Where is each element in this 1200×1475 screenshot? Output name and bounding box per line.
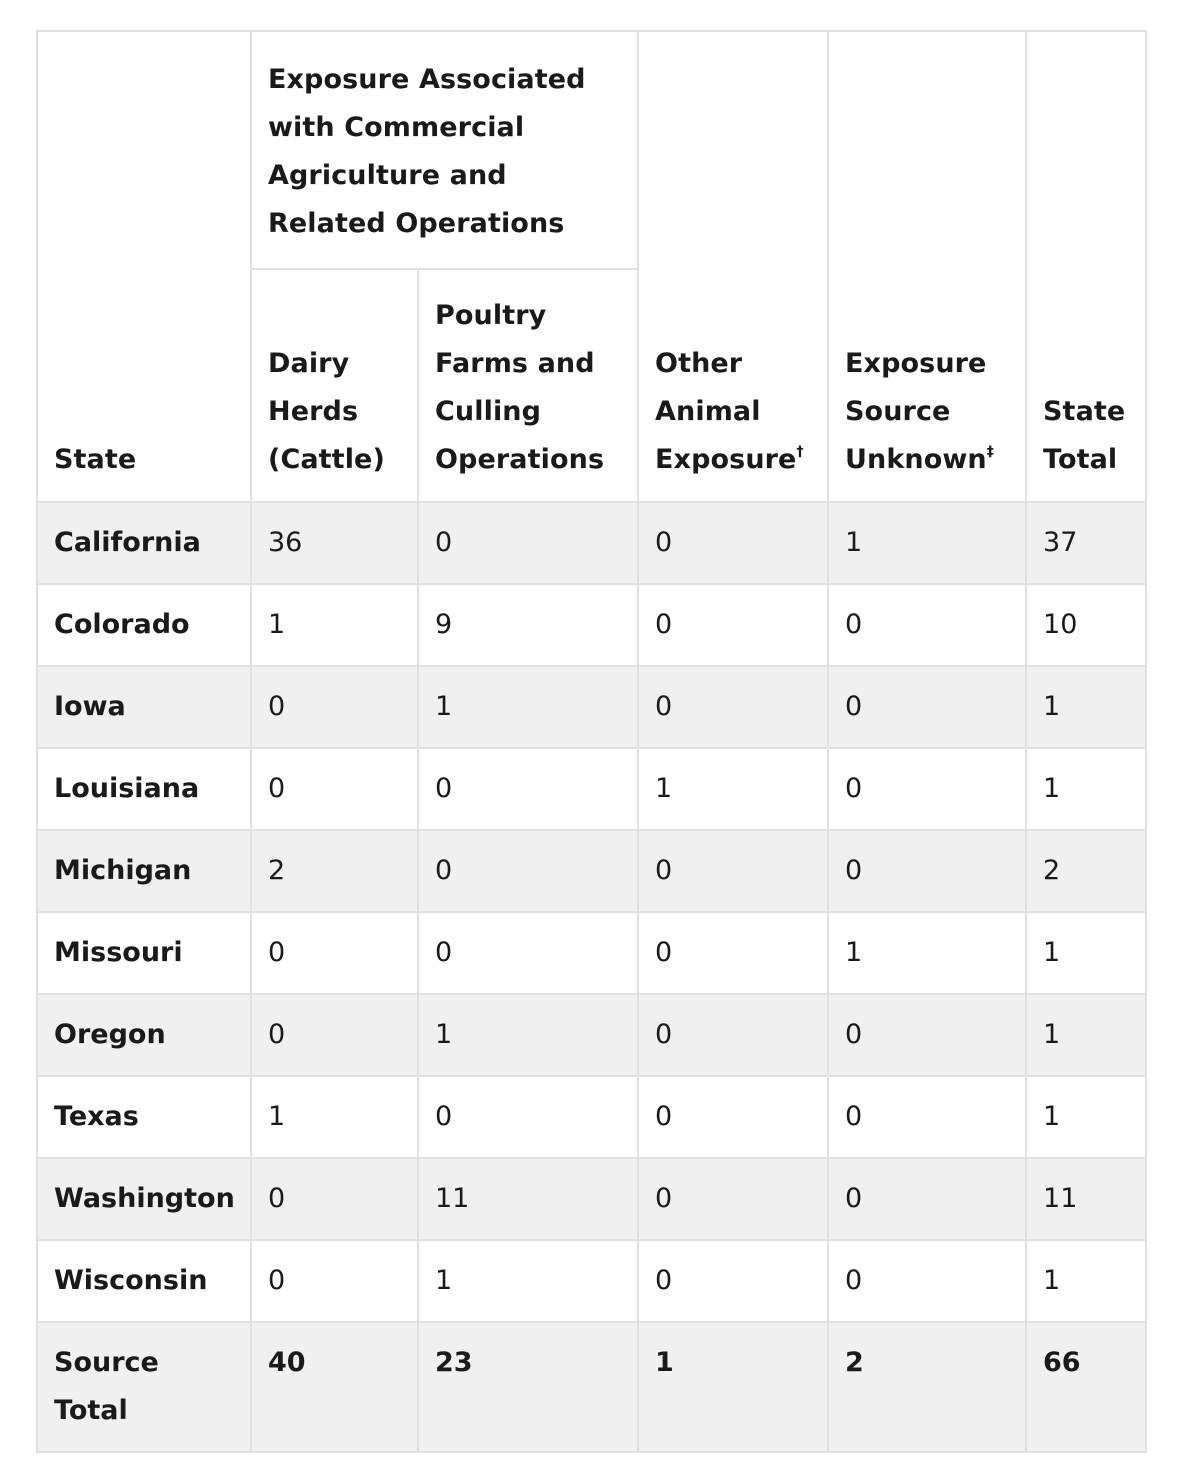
total-cell: 1 [1026,748,1146,830]
total-cell: 1 [1026,666,1146,748]
dairy-cell: 36 [251,502,418,584]
cases-by-exposure-table [36,30,1147,1453]
table-row [37,502,1146,584]
header-commercial-agriculture-group: Exposure Associated with Commercial Agriculture and Related Operations [251,31,638,269]
dairy-cell: 0 [251,912,418,994]
other-cell: 0 [638,584,828,666]
unknown-cell: 0 [828,1158,1026,1240]
header-state: State [37,31,251,502]
other-cell: 0 [638,830,828,912]
table-row [37,830,1146,912]
other-cell: 0 [638,1158,828,1240]
other-cell: 0 [638,502,828,584]
table-row [37,1240,1146,1322]
state-cell: Colorado [37,584,251,666]
unknown-cell: 0 [828,1076,1026,1158]
dairy-cell: 2 [251,830,418,912]
state-cell: Washington [37,1158,251,1240]
table-row [37,912,1146,994]
poultry-cell: 0 [418,1076,638,1158]
state-cell: Oregon [37,994,251,1076]
dairy-cell: 0 [251,1240,418,1322]
unknown-cell: 0 [828,584,1026,666]
total-cell: 1 [1026,1240,1146,1322]
total-cell: 1 [1026,912,1146,994]
state-cell: Louisiana [37,748,251,830]
total-cell: 1 [1026,994,1146,1076]
header-other-label: Other Animal Exposure [655,348,797,475]
source-total-label [37,1322,251,1452]
header-unknown-label: Exposure Source Unknown [845,348,987,475]
state-cell: Texas [37,1076,251,1158]
poultry-cell: 1 [418,666,638,748]
state-cell: Michigan [37,830,251,912]
total-cell: 2 [1026,830,1146,912]
poultry-cell: 0 [418,830,638,912]
dairy-cell: 0 [251,1158,418,1240]
poultry-cell: 1 [418,994,638,1076]
table-row [37,584,1146,666]
header-other-animal-exposure [638,31,828,502]
dairy-cell: 1 [251,1076,418,1158]
other-cell: 0 [638,1240,828,1322]
poultry-total-cell: 23 [418,1322,638,1452]
source-total-label-line2: Total [54,1395,128,1426]
unknown-cell: 0 [828,1240,1026,1322]
poultry-cell: 11 [418,1158,638,1240]
poultry-cell: 0 [418,748,638,830]
total-cell: 10 [1026,584,1146,666]
header-exposure-source-unknown [828,31,1026,502]
dairy-cell: 0 [251,748,418,830]
table-row [37,666,1146,748]
table-header [37,31,1146,502]
state-cell: Iowa [37,666,251,748]
dagger-footnote-mark: † [796,444,804,460]
unknown-cell: 1 [828,912,1026,994]
table-row [37,748,1146,830]
unknown-cell: 0 [828,830,1026,912]
dairy-cell: 1 [251,584,418,666]
poultry-cell: 9 [418,584,638,666]
other-total-cell: 1 [638,1322,828,1452]
poultry-cell: 1 [418,1240,638,1322]
header-poultry-farms: Poultry Farms and Culling Operations [418,269,638,502]
header-dairy-herds: Dairy Herds (Cattle) [251,269,418,502]
source-total-label-line1: Source [54,1347,159,1378]
poultry-cell: 0 [418,502,638,584]
total-cell: 1 [1026,1076,1146,1158]
dairy-cell: 0 [251,994,418,1076]
poultry-cell: 0 [418,912,638,994]
header-state-total: State Total [1026,31,1146,502]
dairy-total-cell: 40 [251,1322,418,1452]
table-body [37,502,1146,1452]
table-row [37,994,1146,1076]
table-row [37,1158,1146,1240]
unknown-total-cell: 2 [828,1322,1026,1452]
other-cell: 0 [638,666,828,748]
total-cell: 11 [1026,1158,1146,1240]
state-cell: Missouri [37,912,251,994]
table-row [37,1076,1146,1158]
total-cell: 37 [1026,502,1146,584]
other-cell: 0 [638,994,828,1076]
table-container [36,30,1145,1453]
other-cell: 0 [638,912,828,994]
grand-total-cell: 66 [1026,1322,1146,1452]
state-cell: California [37,502,251,584]
unknown-cell: 1 [828,502,1026,584]
other-cell: 0 [638,1076,828,1158]
other-cell: 1 [638,748,828,830]
dairy-cell: 0 [251,666,418,748]
unknown-cell: 0 [828,748,1026,830]
state-cell: Wisconsin [37,1240,251,1322]
unknown-cell: 0 [828,666,1026,748]
unknown-cell: 0 [828,994,1026,1076]
source-total-row [37,1322,1146,1452]
double-dagger-footnote-mark: ‡ [986,444,994,460]
